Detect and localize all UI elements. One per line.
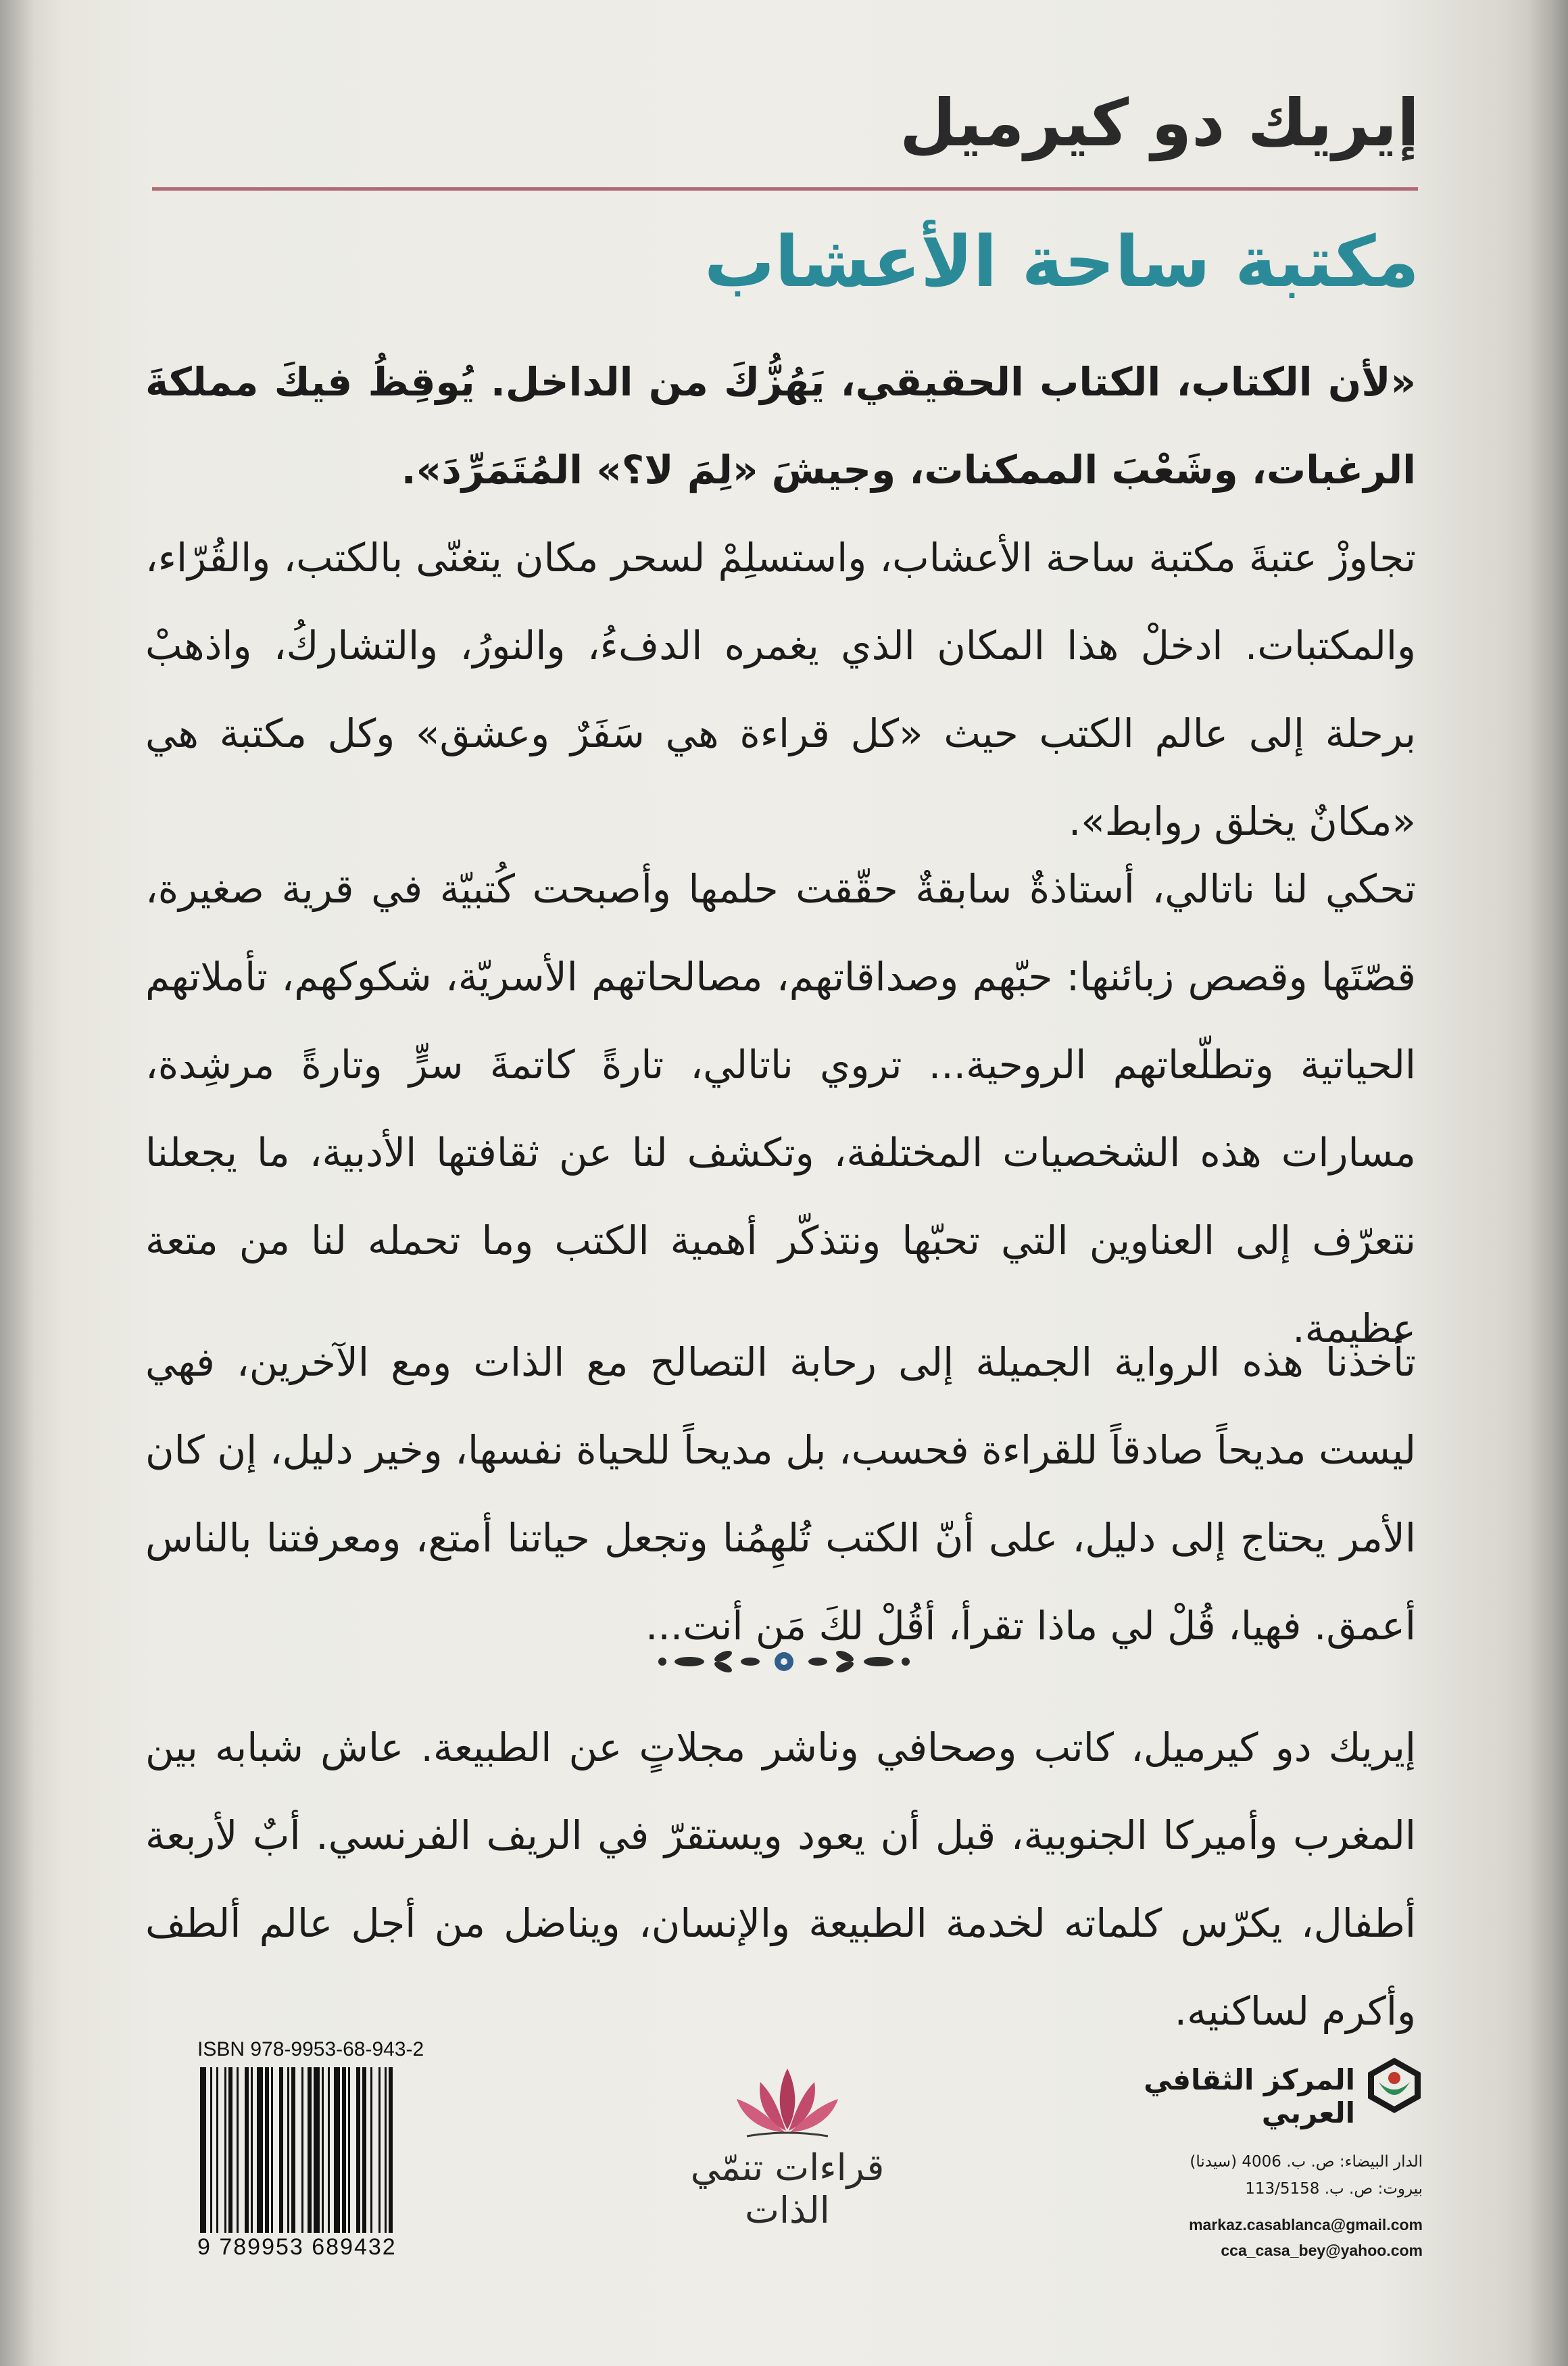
cover-right-shadow: [1527, 0, 1568, 2366]
publisher-email-1: markaz.casablanca@gmail.com: [1189, 2216, 1423, 2234]
blurb-quote: «لأن الكتاب، الكتاب الحقيقي، يَهُزُّكَ من الداخل. يُوقِظُ فيكَ مملكةَ الرغبات، وشَعْبَ الممكنات، وجيشَ «لِمَ لا؟» المُتَمَرِّدَ».: [145, 359, 1416, 493]
lotus-logo-icon: [727, 2062, 848, 2143]
author-bio: إيريك دو كيرميل، كاتب وصحافي وناشر مجلاتٍ عن الطبيعة. عاش شبابه بين المغرب وأميركا الجنوبية، قبل أن يعود ويستقرّ في الريف الفرنسي. أبٌ لأربعة أطفال، يكرّس كلماته لخدمة الطبيعة والإنسان، ويناضل من أجل عالم ألطف وأكرم لساكنيه.: [145, 1724, 1416, 2034]
publisher-address-beirut: بيروت: ص. ب. 113/5158: [1245, 2180, 1423, 2198]
isbn-label: ISBN 978-9953-68-943-2: [197, 2038, 424, 2060]
series-name: قراءات تنمّي الذات: [690, 2146, 885, 2231]
blurb-paragraph-2: تحكي لنا ناتالي، أستاذةٌ سابقةٌ حقّقت حلمها وأصبحت كُتبيّة في قرية صغيرة، قصّتَها وقصص زبائنها: حبّهم وصداقاتهم، مصالحاتهم الأسريّة، شكوكهم، تأملاتهم الحياتية وتطلّعاتهم الروحية... تروي ناتالي، تارةً كاتمةَ سرٍّ وتارةً مرشِدة، مسارات هذه الشخصيات المختلفة، وتكشف لنا عن ثقافتها الأدبية، ما يجعلنا نتعرّف إلى العناوين التي تحبّها ونتذكّر أهمية الكتب وما تحمله لنا من متعة عظيمة.: [145, 866, 1416, 1351]
header-divider: [152, 187, 1418, 191]
publisher-name: المركز الثقافي العربي: [1144, 2063, 1355, 2129]
blurb-paragraph-1: تجاوزْ عتبةَ مكتبة ساحة الأعشاب، واستسلِمْ لسحر مكان يتغنّى بالكتب، والقُرّاء، والمكتبات. ادخلْ هذا المكان الذي يغمره الدفءُ، والنورُ، والتشاركُ، واذهبْ برحلة إلى عالم الكتب حيث «كل قراءة هي سَفَرٌ وعشق» وكل مكتبة هي «مكانٌ يخلق روابط».: [145, 535, 1416, 844]
blurb-paragraph-3: تأخذنا هذه الرواية الجميلة إلى رحابة التصالح مع الذات ومع الآخرين، فهي ليست مديحاً صادقاً للقراءة فحسب، بل مديحاً للحياة نفسها، وخير دليل، إن كان الأمر يحتاج إلى دليل، على أنّ الكتب تُلهِمُنا وتجعل حياتنا أمتع، ومعرفتنا بالناس أعمق. فهيا، قُلْ لي ماذا تقرأ، أقُلْ لكَ مَن أنت...: [145, 1339, 1416, 1649]
book-title: مكتبة ساحة الأعشاب: [704, 220, 1419, 303]
floral-ornament-divider: [649, 1641, 919, 1682]
isbn-barcode: [197, 2067, 468, 2233]
cover-left-shadow: [0, 0, 34, 2366]
publisher-email-2: cca_casa_bey@yahoo.com: [1221, 2242, 1423, 2259]
publisher-logo-icon: [1364, 2055, 1425, 2116]
author-name: إيريك دو كيرميل: [900, 85, 1419, 161]
publisher-address-casablanca: الدار البيضاء: ص. ب. 4006 (سيدنا): [1190, 2153, 1423, 2171]
barcode-digits: 9 789953 689432: [197, 2234, 397, 2260]
